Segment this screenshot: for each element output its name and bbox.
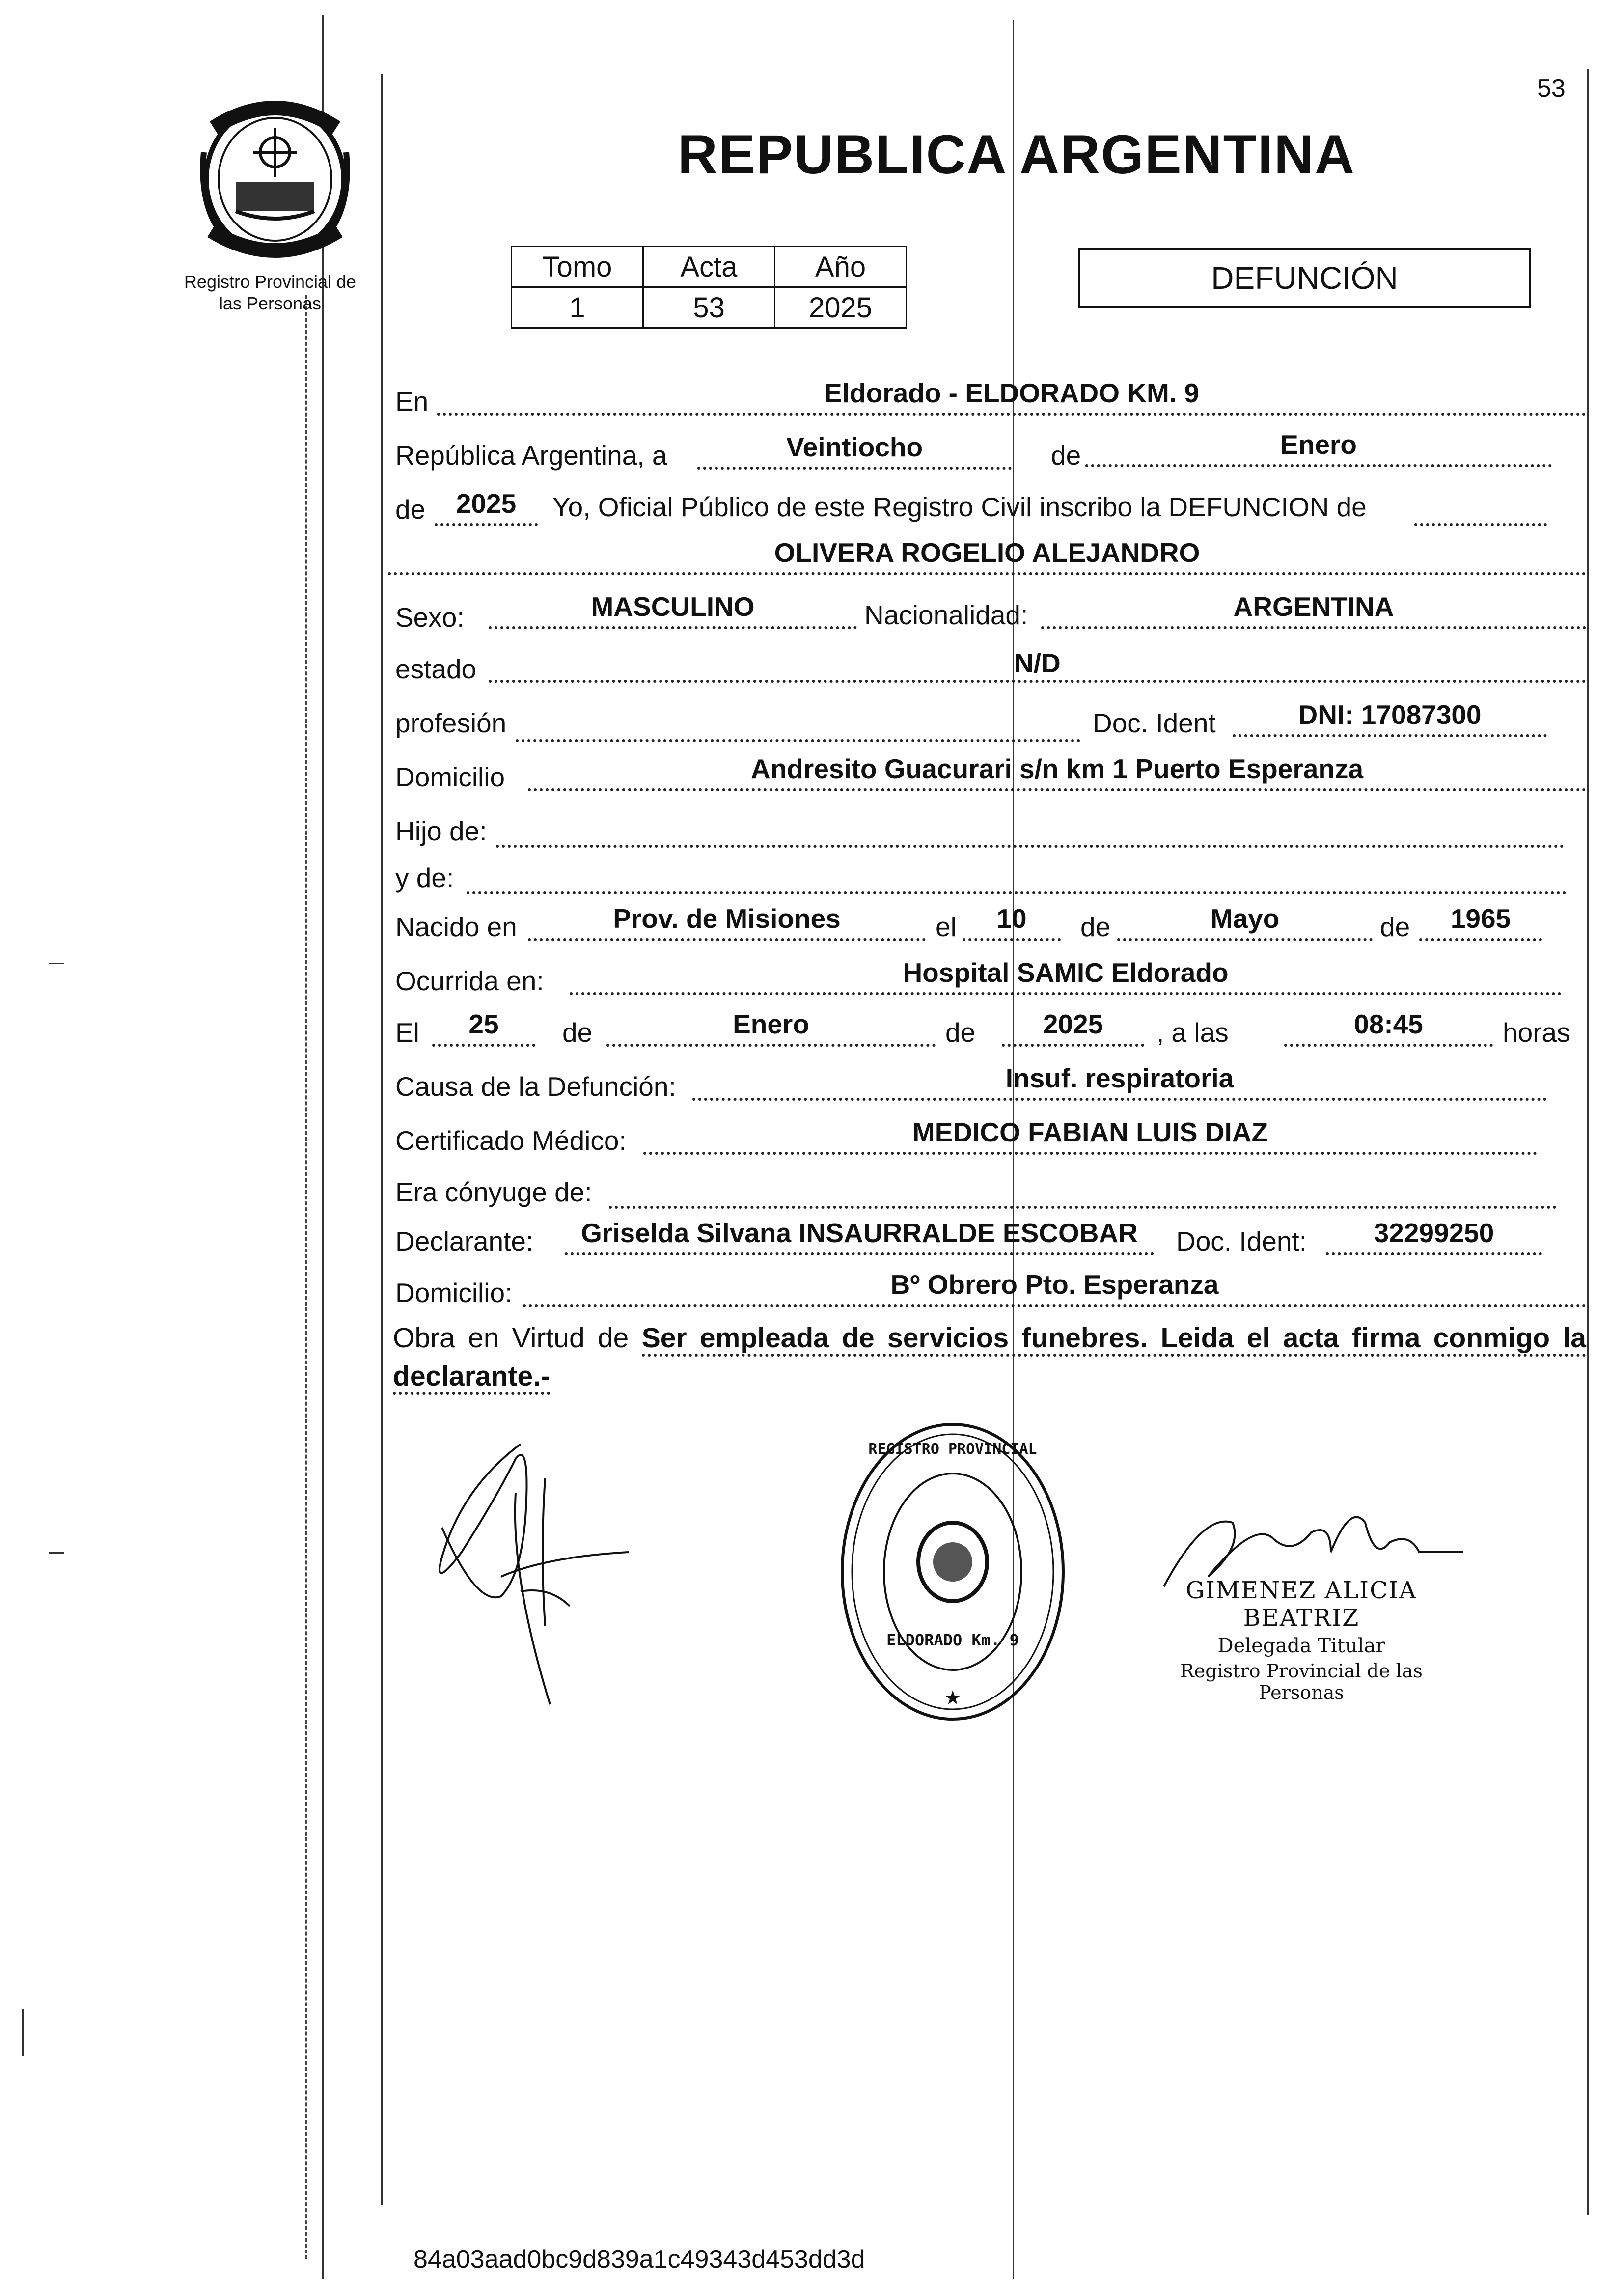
field-y-de: [467, 857, 1567, 894]
label-alas: , a las: [1156, 1017, 1229, 1048]
record-table: [511, 246, 907, 329]
value-acta: 53: [643, 287, 775, 328]
label-nacido: Nacido en: [395, 912, 517, 942]
scan-mark: [22, 2009, 24, 2056]
official-seal: [835, 1415, 1071, 1729]
label-declarante: Declarante:: [395, 1226, 534, 1256]
right-border-line: [1587, 69, 1589, 2215]
field-def-anio: 2025: [1002, 1009, 1144, 1047]
document-type-box: DEFUNCIÓN: [1078, 248, 1531, 308]
label-tomo: Tomo: [512, 247, 643, 287]
label-conyuge: Era cónyuge de:: [395, 1177, 592, 1207]
obra-paragraph: Obra en Virtud de Ser empleada de servicios funebres. Leida el acta firma conmigo la declarante.-: [393, 1319, 1586, 1395]
field-nac-mes: Mayo: [1117, 904, 1373, 941]
field-sexo: MASCULINO: [489, 592, 857, 629]
label-hijo: Hijo de:: [395, 816, 487, 846]
label-ocurrida: Ocurrida en:: [395, 966, 544, 996]
field-doc2: 32299250: [1326, 1218, 1542, 1255]
label-republica: República Argentina, a: [395, 440, 667, 471]
label-estado: estado: [395, 654, 477, 684]
value-anio: 2025: [775, 287, 907, 328]
field-nombre: OLIVERA ROGELIO ALEJANDRO: [388, 538, 1586, 575]
field-hora: 08:45: [1284, 1009, 1493, 1047]
field-certificado: MEDICO FABIAN LUIS DIAZ: [643, 1117, 1537, 1155]
field-domicilio2: Bº Obrero Pto. Esperanza: [523, 1270, 1586, 1307]
document-hash: 84a03aad0bc9d839a1c49343d453dd3d: [413, 2245, 865, 2274]
label-domicilio2: Domicilio:: [395, 1278, 513, 1308]
label-causa: Causa de la Defunción:: [395, 1071, 676, 1102]
field-nac-anio: 1965: [1419, 904, 1542, 941]
label-def-de2: de: [945, 1017, 976, 1048]
field-def-mes: Enero: [606, 1009, 936, 1047]
label-profesion: profesión: [395, 708, 507, 738]
field-dia-letras: Veintiocho: [697, 432, 1012, 470]
signer-title: Delegada Titular: [1217, 1635, 1385, 1657]
field-profesion: [516, 705, 1080, 742]
label-horas: horas: [1503, 1017, 1570, 1048]
field-ocurrida: Hospital SAMIC Eldorado: [570, 958, 1562, 995]
label-anio: Año: [775, 247, 907, 287]
field-lugar: Eldorado - ELDORADO KM. 9: [437, 378, 1586, 416]
svg-text:REGISTRO PROVINCIAL: REGISTRO PROVINCIAL: [868, 1441, 1037, 1458]
page-number: 53: [1537, 74, 1566, 103]
field-nacionalidad: ARGENTINA: [1041, 592, 1586, 629]
left-margin-line: [322, 15, 324, 2279]
signer-name: GIMENEZ ALICIA BEATRIZ: [1185, 1577, 1417, 1632]
signer-block: [1139, 1577, 1463, 1703]
field-declarante: Griselda Silvana INSAURRALDE ESCOBAR: [565, 1218, 1154, 1255]
province-emblem: [194, 93, 356, 263]
label-el-def: El: [395, 1017, 419, 1048]
field-causa: Insuf. respiratoria: [692, 1063, 1547, 1101]
scan-mark: [49, 963, 64, 964]
label-acta: Acta: [643, 247, 775, 287]
label-de: de: [1051, 440, 1081, 471]
label-domicilio: Domicilio: [395, 762, 505, 792]
field-hijo: [496, 810, 1564, 848]
label-doc: Doc. Ident: [1093, 708, 1216, 738]
label-el: el: [936, 912, 957, 942]
label-de-anio: de: [395, 494, 426, 525]
label-def-de1: de: [562, 1017, 593, 1048]
svg-text:ELDORADO Km. 9: ELDORADO Km. 9: [886, 1631, 1019, 1649]
label-en: En: [395, 386, 429, 417]
label-nac-de2: de: [1380, 912, 1410, 942]
field-anio: 2025: [435, 489, 538, 526]
signer-org: Registro Provincial de las Personas: [1180, 1660, 1423, 1703]
declarant-signature: [422, 1429, 643, 1724]
inner-dashed-line: [305, 295, 307, 2259]
field-estado: N/D: [489, 648, 1586, 683]
registry-name: Registro Provincial de las Personas: [184, 272, 357, 313]
value-tomo: 1: [512, 287, 643, 328]
field-domicilio: Andresito Guacurari s/n km 1 Puerto Esperanza: [528, 754, 1586, 791]
label-nac-de1: de: [1080, 912, 1111, 942]
label-y-de: y de:: [395, 862, 454, 893]
field-obra: Ser empleada de servicios funebres. Leida el acta firma conmigo la declarante.-: [393, 1322, 1586, 1395]
field-doc: DNI: 17087300: [1233, 700, 1547, 737]
label-sexo: Sexo:: [395, 602, 465, 633]
svg-text:★: ★: [944, 1687, 962, 1709]
field-conyuge: [609, 1171, 1557, 1209]
label-certificado: Certificado Médico:: [395, 1125, 627, 1156]
left-border-line: [381, 74, 383, 2205]
label-doc2: Doc. Ident:: [1176, 1226, 1307, 1256]
field-nacido-en: Prov. de Misiones: [528, 904, 926, 941]
scan-mark: [49, 1552, 64, 1554]
field-def-dia: 25: [432, 1009, 535, 1047]
field-mes: Enero: [1085, 430, 1552, 467]
text-inscribo: Yo, Oficial Público de este Registro Civil inscribo la DEFUNCION de: [552, 492, 1367, 522]
label-nacionalidad: Nacionalidad:: [864, 600, 1028, 630]
page-title: REPUBLICA ARGENTINA: [678, 124, 1355, 185]
field-nac-dia: 10: [963, 904, 1061, 941]
field-blank-de: [1414, 489, 1547, 526]
